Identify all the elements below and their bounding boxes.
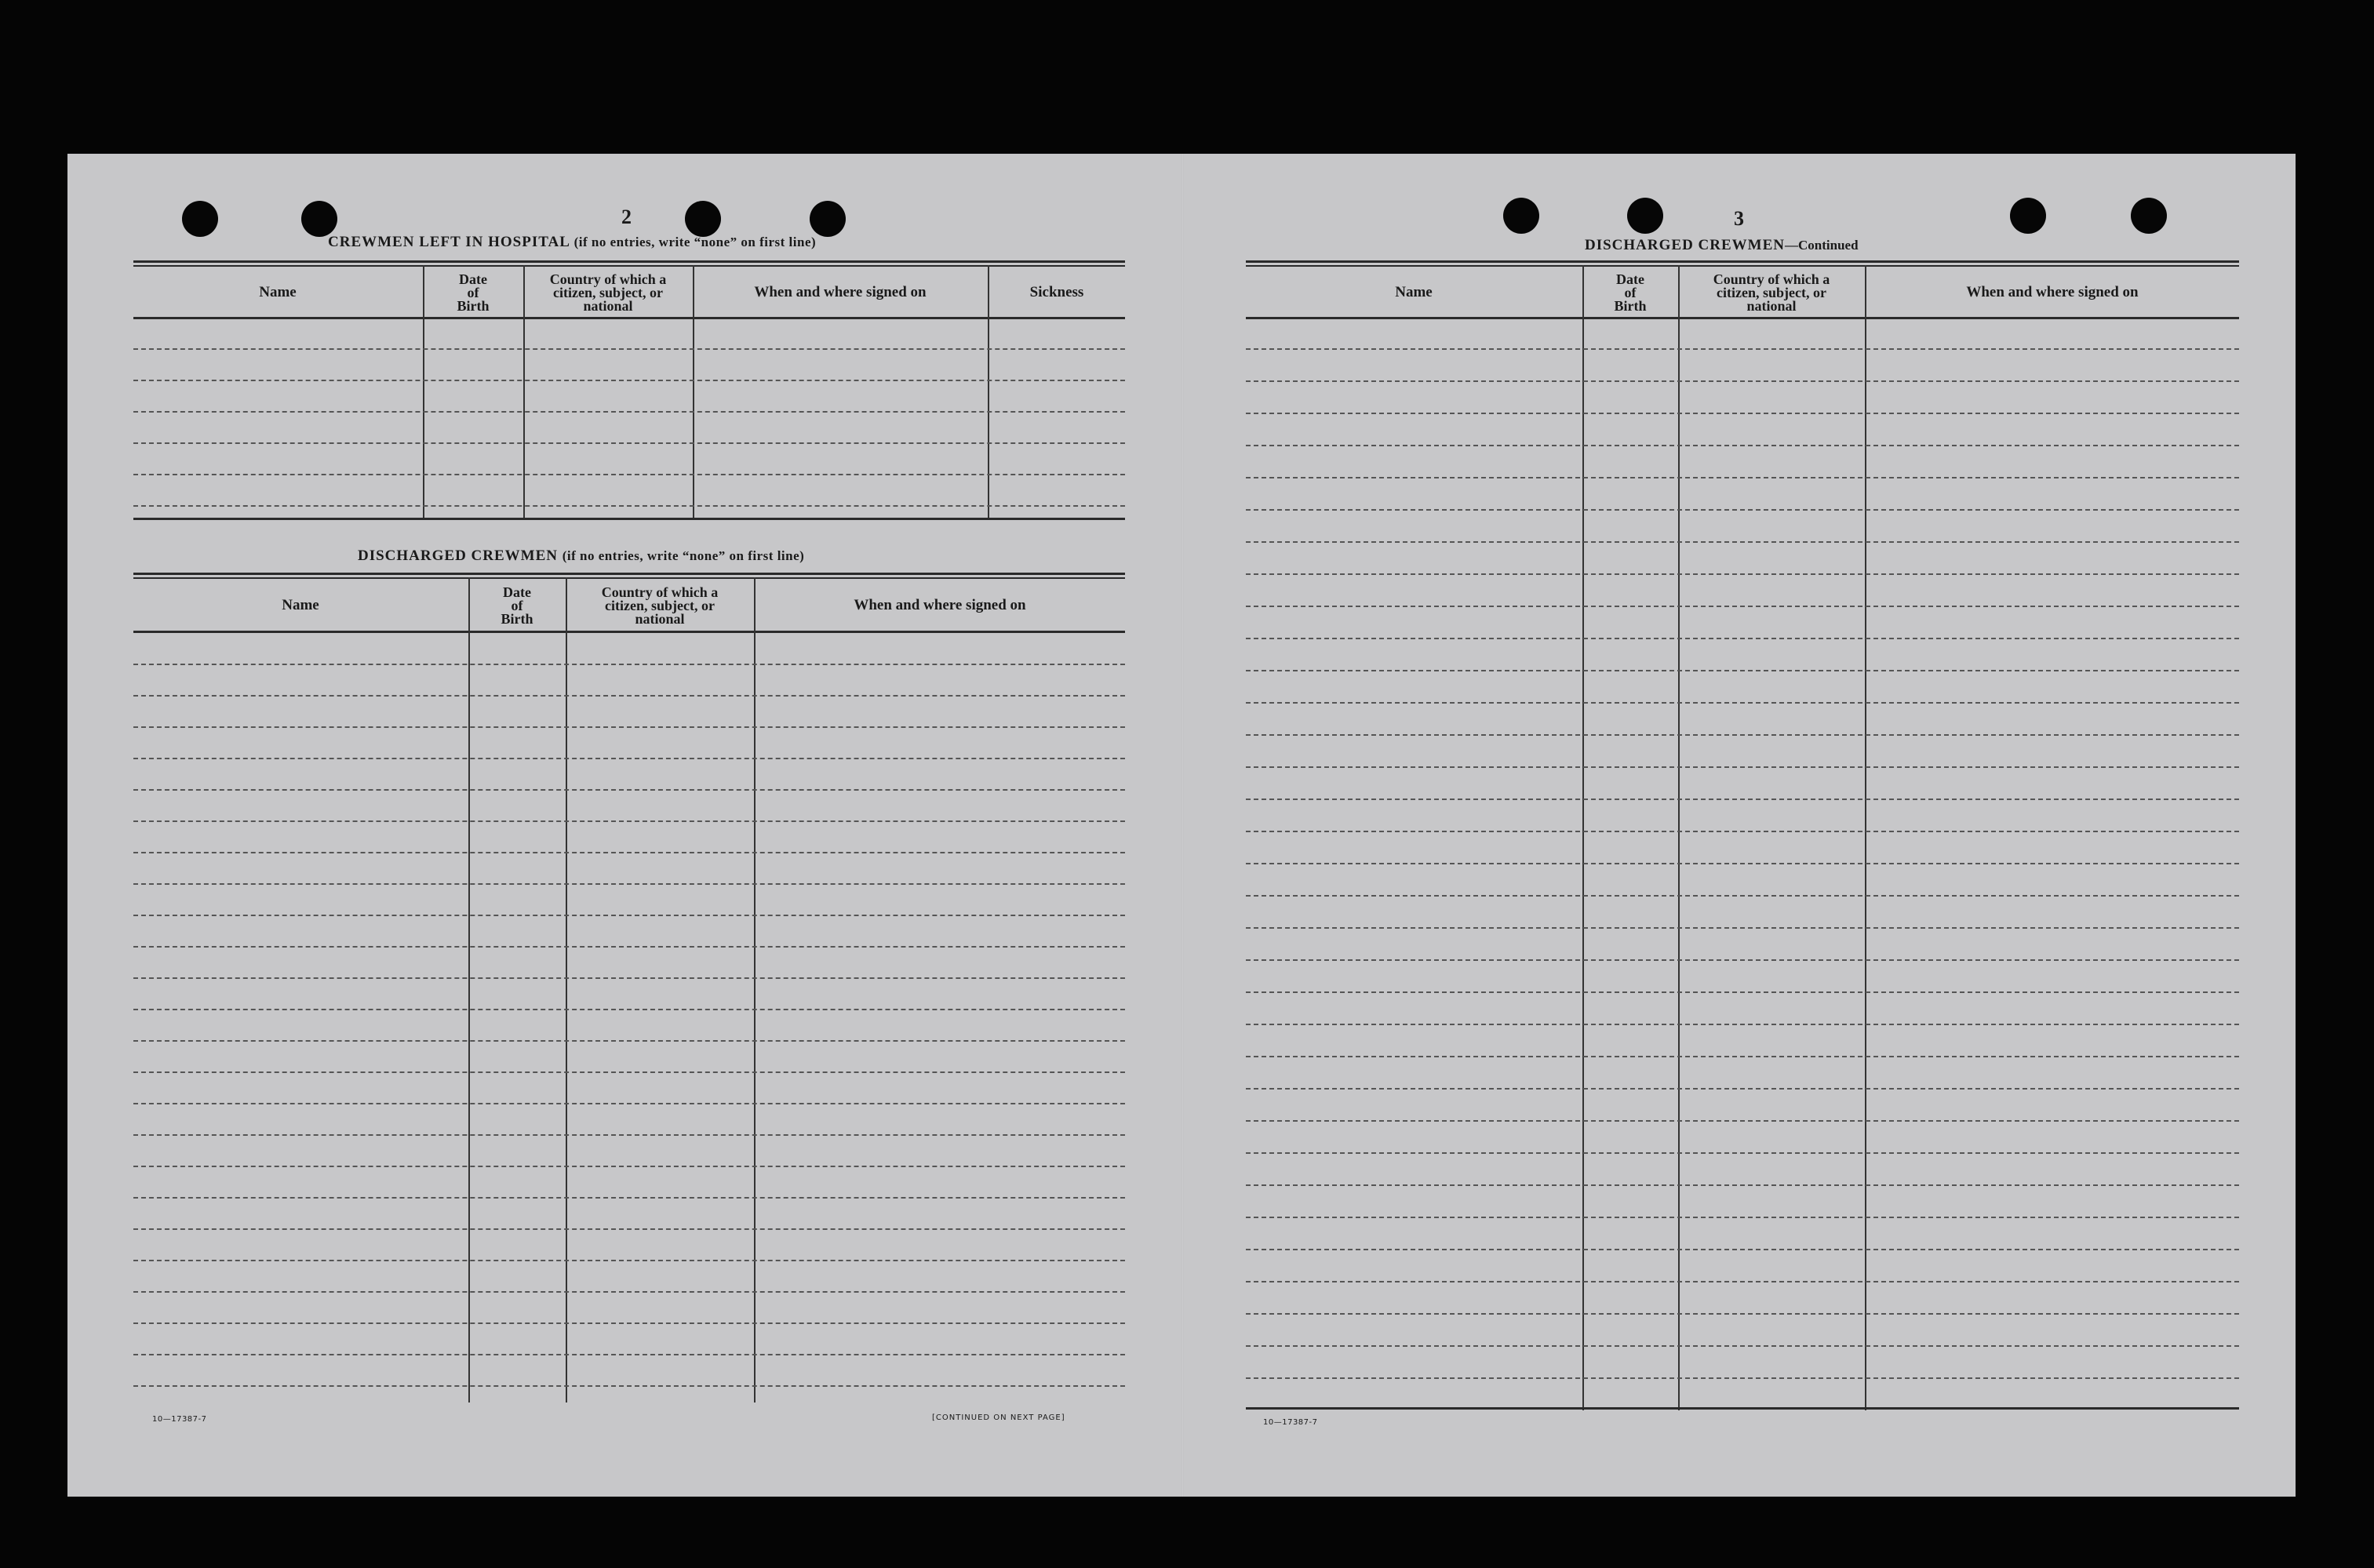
- punch-hole: [685, 201, 721, 237]
- entry-line: [133, 442, 1125, 444]
- column-divider: [523, 265, 525, 519]
- entry-line: [133, 505, 1125, 507]
- column-divider: [754, 577, 756, 1402]
- col-header-name: Name: [259, 284, 297, 300]
- col-header-sickness: Sickness: [1029, 284, 1084, 300]
- entry-line: [1246, 799, 2239, 800]
- entry-line: [1246, 991, 2239, 993]
- header-rule: [133, 631, 1125, 633]
- col-header-signed-on: When and where signed on: [754, 284, 927, 300]
- column-divider: [423, 265, 424, 519]
- table-top-rule: [1246, 260, 2239, 267]
- col-header-dob: Date of Birth: [1614, 271, 1647, 314]
- entry-line: [1246, 445, 2239, 446]
- entry-line: [1246, 1281, 2239, 1282]
- col-header-signed-on: When and where signed on: [1966, 284, 2139, 300]
- entry-line: [1246, 1056, 2239, 1057]
- column-divider: [566, 577, 567, 1402]
- form-number-right: 10—17387-7: [1263, 1418, 1318, 1427]
- header-rule: [1246, 317, 2239, 319]
- entry-line: [1246, 1377, 2239, 1379]
- entry-line: [133, 915, 1125, 916]
- entry-line: [133, 1103, 1125, 1104]
- entry-line: [1246, 573, 2239, 575]
- table-top-rule: [133, 573, 1125, 579]
- entry-line: [133, 789, 1125, 791]
- entry-line: [1246, 413, 2239, 414]
- continued-title-suffix: —Continued: [1785, 238, 1859, 253]
- entry-line: [133, 1228, 1125, 1230]
- entry-line: [1246, 863, 2239, 864]
- entry-line: [133, 820, 1125, 822]
- entry-line: [133, 1009, 1125, 1010]
- entry-line: [1246, 1345, 2239, 1347]
- entry-line: [1246, 477, 2239, 478]
- discharged-table-title: [358, 548, 804, 565]
- entry-line: [133, 1354, 1125, 1355]
- entry-line: [1246, 734, 2239, 736]
- discharged-title-text: DISCHARGED CREWMEN: [358, 548, 558, 564]
- column-divider: [693, 265, 694, 519]
- entry-line: [1246, 959, 2239, 961]
- discharged-table: [133, 573, 1125, 1402]
- entry-line: [1246, 1184, 2239, 1186]
- continued-note: [CONTINUED ON NEXT PAGE]: [932, 1413, 1065, 1422]
- hospital-title-text: CREWMEN LEFT IN HOSPITAL: [328, 234, 570, 250]
- entry-line: [1246, 1088, 2239, 1090]
- col-header-country: Country of which a citizen, subject, or national: [1713, 271, 1830, 314]
- col-header-country: Country of which a citizen, subject, or national: [549, 271, 667, 314]
- col-header-name: Name: [282, 597, 319, 613]
- column-divider: [1865, 265, 1866, 1410]
- punch-hole: [1503, 198, 1539, 234]
- discharged-continued-title: [1585, 237, 1859, 254]
- entry-line: [1246, 895, 2239, 897]
- punch-hole: [2131, 198, 2167, 234]
- entry-line: [1246, 1024, 2239, 1025]
- table-top-rule: [133, 260, 1125, 267]
- col-header-signed-on: When and where signed on: [854, 597, 1026, 613]
- entry-line: [133, 758, 1125, 759]
- col-header-country: Country of which a citizen, subject, or national: [601, 584, 719, 627]
- entry-line: [1246, 1120, 2239, 1122]
- table-bottom-rule: [1246, 1407, 2239, 1410]
- entry-line: [133, 946, 1125, 948]
- entry-line: [133, 411, 1125, 413]
- page-fold: [1182, 154, 1184, 1497]
- entry-line: [1246, 348, 2239, 350]
- discharged-continued-table: [1246, 260, 2239, 1410]
- column-divider: [1678, 265, 1680, 1410]
- col-header-dob: Date of Birth: [457, 271, 490, 314]
- punch-hole: [1627, 198, 1663, 234]
- entry-line: [1246, 1249, 2239, 1250]
- col-header-dob: Date of Birth: [501, 584, 533, 627]
- entry-line: [133, 977, 1125, 979]
- entry-line: [1246, 380, 2239, 382]
- entry-line: [133, 1322, 1125, 1324]
- entry-line: [1246, 831, 2239, 832]
- entry-line: [133, 1260, 1125, 1261]
- header-rule: [133, 317, 1125, 319]
- page-number-right: 3: [1734, 207, 1744, 230]
- entry-line: [133, 1040, 1125, 1042]
- entry-line: [1246, 509, 2239, 511]
- entry-line: [133, 1166, 1125, 1167]
- table-bottom-rule: [133, 518, 1125, 520]
- entry-line: [133, 380, 1125, 381]
- entry-line: [133, 852, 1125, 853]
- discharged-title-note: (if no entries, write “none” on first line): [562, 548, 805, 563]
- punch-hole: [810, 201, 846, 237]
- entry-line: [1246, 541, 2239, 543]
- entry-line: [1246, 670, 2239, 671]
- hospital-table-title: [328, 234, 816, 251]
- entry-line: [133, 474, 1125, 475]
- entry-line: [1246, 1217, 2239, 1218]
- entry-line: [133, 348, 1125, 350]
- entry-line: [133, 664, 1125, 665]
- entry-line: [133, 695, 1125, 697]
- hospital-title-note: (if no entries, write “none” on first line): [573, 235, 817, 249]
- column-divider: [1582, 265, 1584, 1410]
- hospital-table: [133, 260, 1125, 519]
- entry-line: [133, 1134, 1125, 1136]
- column-divider: [468, 577, 470, 1402]
- punch-hole: [301, 201, 337, 237]
- entry-line: [133, 1071, 1125, 1073]
- entry-line: [1246, 606, 2239, 607]
- column-divider: [988, 265, 989, 519]
- entry-line: [1246, 927, 2239, 929]
- page-number-left: 2: [621, 206, 632, 228]
- form-sheet: [67, 154, 2296, 1497]
- entry-line: [133, 883, 1125, 885]
- entry-line: [1246, 766, 2239, 768]
- entry-line: [133, 726, 1125, 728]
- entry-line: [1246, 638, 2239, 639]
- entry-line: [133, 1291, 1125, 1293]
- continued-title-text: DISCHARGED CREWMEN: [1585, 237, 1785, 253]
- punch-hole: [2010, 198, 2046, 234]
- entry-line: [1246, 702, 2239, 704]
- entry-line: [1246, 1152, 2239, 1154]
- entry-line: [133, 1385, 1125, 1387]
- entry-line: [133, 1197, 1125, 1199]
- entry-line: [1246, 1313, 2239, 1315]
- col-header-name: Name: [1395, 284, 1433, 300]
- form-number-left: 10—17387-7: [152, 1415, 207, 1424]
- punch-hole: [182, 201, 218, 237]
